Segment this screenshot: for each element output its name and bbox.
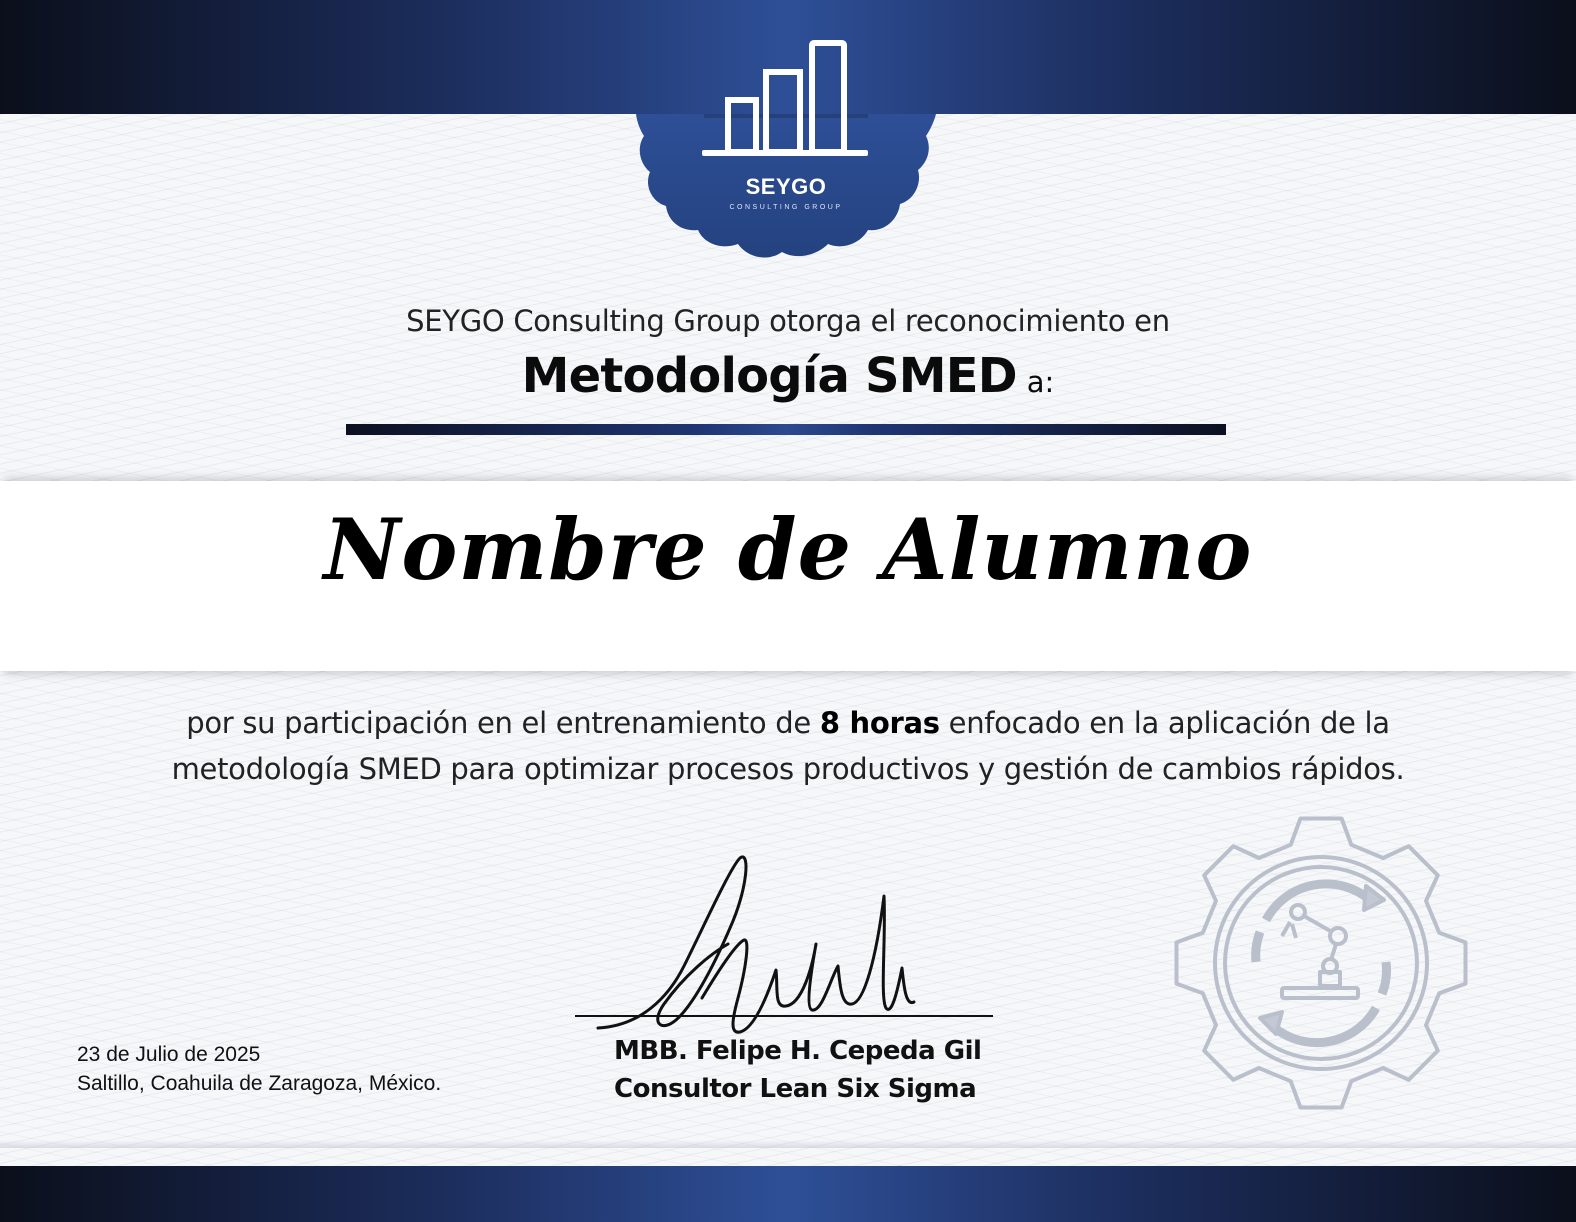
bottom-band (0, 1166, 1576, 1222)
description-hours: 8 horas (819, 706, 940, 740)
gear-robot-icon (1170, 812, 1472, 1114)
signature-line (575, 1015, 993, 1017)
description-part-1: por su participación en el entrenamiento de (186, 706, 820, 740)
course-suffix: a: (1026, 365, 1055, 399)
signature-image (580, 848, 940, 1038)
logo-wordmark: SEYGO (745, 174, 827, 199)
bottom-divider (0, 1140, 1576, 1148)
issue-date: 23 de Julio de 2025 (77, 1043, 261, 1066)
seygo-logo (636, 0, 936, 262)
student-name: Nombre de Alumno (323, 500, 1253, 599)
title-underline (346, 424, 1226, 435)
bar-chart-icon (636, 0, 936, 262)
issue-info (77, 1040, 441, 1098)
signer-block (614, 1032, 981, 1108)
description (120, 700, 1456, 792)
signer-name: MBB. Felipe H. Cepeda Gil (614, 1036, 982, 1066)
logo-subtitle: CONSULTING GROUP (729, 204, 843, 211)
course-title: Metodología SMED (521, 348, 1017, 404)
description-part-2: enfocado en la aplicación de la metodología SMED para optimizar procesos productivos y gestión de cambios rápidos. (171, 706, 1405, 786)
issue-location: Saltillo, Coahuila de Zaragoza, México. (77, 1072, 442, 1095)
intro-text: SEYGO Consulting Group otorga el reconocimiento en (406, 304, 1170, 338)
course-line (0, 348, 1576, 404)
signer-role: Consultor Lean Six Sigma (614, 1074, 977, 1104)
